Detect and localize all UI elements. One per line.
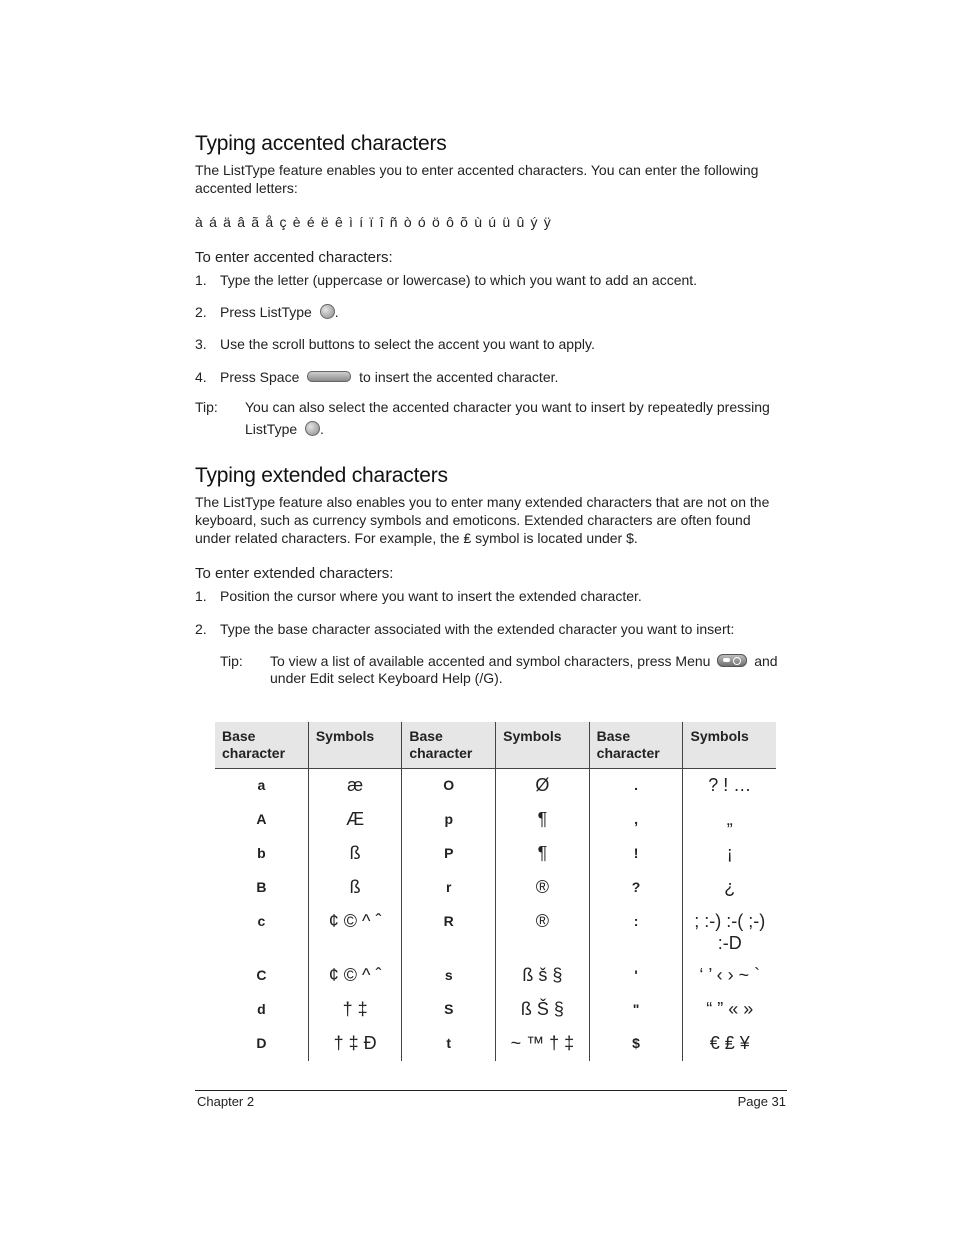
accented-letters-list: à á ä â ã å ç è é ë ê ì í ï î ñ ò ó ö ô õ ù ú ü û ý ÿ [195, 214, 553, 230]
step-number: 1. [195, 272, 207, 288]
symbols-cell: “ ” « » [683, 993, 776, 1027]
base-character-cell: d [257, 1000, 266, 1017]
base-character-cell: a [257, 777, 266, 793]
symbols-cell: Ø [496, 769, 590, 803]
tip-accented [195, 396, 787, 440]
step-text: Press ListType [220, 304, 312, 320]
symbols-cell: ; :-) :-( ;-) :-D [683, 905, 776, 959]
step-3-accented [195, 335, 787, 353]
tip-label: Tip: [195, 399, 218, 415]
symbols-cell: ¿ [683, 871, 776, 905]
space-key-icon [307, 371, 351, 382]
base-character-cell: " [589, 993, 683, 1027]
symbols-cell: ß [308, 871, 402, 905]
symbols-cell: æ [308, 769, 402, 803]
section-title-accented: Typing accented characters [195, 132, 447, 155]
base-character-cell: ? [589, 871, 683, 905]
step-number: 1. [195, 588, 207, 604]
symbols-cell: † ‡ Ð [308, 1027, 402, 1061]
tip-text: To view a list of available accented and symbol characters, press Menu [270, 653, 711, 669]
step-text-after: . [334, 304, 339, 320]
base-character-cell: S [402, 993, 496, 1027]
listtype-key-icon [305, 421, 320, 436]
base-character-cell: c [257, 912, 266, 929]
symbols-cell: ® [496, 905, 590, 959]
symbols-cell: ¡ [683, 837, 776, 871]
step-number: 4. [195, 369, 207, 385]
symbols-cell: „ [683, 803, 776, 837]
tip-text: ListType [245, 421, 298, 437]
symbols-cell: ® [496, 871, 590, 905]
table-row [215, 993, 776, 1027]
tip-extended [220, 653, 787, 687]
step-text: Press Space [220, 369, 300, 385]
symbols-cell: ¶ [496, 803, 590, 837]
step-2-accented [195, 303, 787, 321]
table-row [215, 905, 776, 959]
base-character-cell: s [402, 959, 496, 993]
step-number: 2. [195, 304, 207, 320]
tip-line-2 [245, 418, 787, 440]
base-character-cell: , [589, 803, 683, 837]
footer-page-number: Page 31 [737, 1094, 786, 1109]
tip-text-after: . [320, 421, 324, 437]
intro-extended: The ListType feature also enables you to enter many extended characters that are not on the keyboard, such as currency symbols and emoticons. Extended characters are often found under related characters. For example, the ₤ symbol is located under $. [195, 494, 770, 546]
base-character-cell: r [402, 871, 496, 905]
symbols-cell: ¢ © ^ ˆ [308, 905, 402, 959]
table-header-row [215, 722, 776, 769]
subhead-accented: To enter accented characters: [195, 249, 393, 266]
symbols-cell: ß [308, 837, 402, 871]
header-base-1: Base character [215, 722, 308, 769]
section-title-extended: Typing extended characters [195, 464, 448, 487]
symbols-cell: ‘ ’ ‹ › ~ ` [683, 959, 776, 993]
header-base-2: Base character [402, 722, 496, 769]
base-character-cell: B [256, 878, 267, 895]
step-1-accented [195, 271, 787, 289]
symbols-cell: Æ [308, 803, 402, 837]
tip-line-1: You can also select the accented character you want to insert by repeatedly pressing [245, 399, 770, 415]
header-base-3: Base character [589, 722, 683, 769]
base-character-cell: O [402, 769, 496, 803]
base-character-cell: A [256, 810, 267, 827]
table-row [215, 1027, 776, 1061]
base-character-cell: R [402, 905, 496, 959]
symbols-cell: € ₤ ¥ [683, 1027, 776, 1061]
symbols-cell: ~ ™ † ‡ [496, 1027, 590, 1061]
base-character-cell: p [402, 803, 496, 837]
base-character-cell: C [256, 966, 267, 983]
base-character-cell: t [402, 1027, 496, 1061]
base-character-cell: : [589, 905, 683, 959]
listtype-key-icon [320, 304, 335, 319]
subhead-extended: To enter extended characters: [195, 565, 394, 582]
base-character-cell: ' [589, 959, 683, 993]
tip-label: Tip: [220, 653, 243, 669]
table-row [215, 959, 776, 993]
step-number: 2. [195, 621, 207, 637]
base-character-cell: . [589, 769, 683, 803]
symbols-cell: ß š § [496, 959, 590, 993]
step-text: Type the letter (uppercase or lowercase) to which you want to add an accent. [220, 272, 698, 288]
step-text-after: to insert the accented character. [359, 369, 559, 385]
step-text: Use the scroll buttons to select the accent you want to apply. [220, 336, 595, 352]
base-character-cell: $ [589, 1027, 683, 1061]
step-1-extended [195, 587, 787, 605]
table-row [215, 871, 776, 905]
table-body [215, 769, 776, 1061]
tip-text-after: and under Edit select Keyboard Help (/G). [270, 653, 778, 686]
page-content [195, 132, 787, 1053]
footer-divider [195, 1090, 787, 1091]
base-character-cell: ! [589, 837, 683, 871]
base-character-cell: P [402, 837, 496, 871]
symbols-cell: ß Š § [496, 993, 590, 1027]
symbols-cell: † ‡ [308, 993, 402, 1027]
step-2-extended [195, 620, 787, 638]
header-symbols-1: Symbols [308, 722, 402, 769]
header-symbols-2: Symbols [496, 722, 590, 769]
symbols-cell: ? ! … [683, 769, 776, 803]
symbols-cell: ¶ [496, 837, 590, 871]
base-character-cell: b [257, 844, 266, 861]
footer-chapter: Chapter 2 [197, 1094, 255, 1109]
step-text: Position the cursor where you want to insert the extended character. [220, 588, 642, 604]
character-table [215, 722, 776, 1061]
table-row [215, 769, 776, 803]
symbols-cell: ¢ © ^ ˆ [308, 959, 402, 993]
step-number: 3. [195, 336, 207, 352]
step-4-accented [195, 368, 787, 386]
header-symbols-3: Symbols [683, 722, 776, 769]
menu-key-icon [717, 654, 747, 667]
table-row [215, 803, 776, 837]
intro-accented: The ListType feature enables you to enter accented characters. You can enter the following accented letters: [195, 162, 759, 196]
base-character-cell: D [256, 1034, 267, 1051]
table-row [215, 837, 776, 871]
step-text: Type the base character associated with the extended character you want to insert: [220, 621, 735, 637]
